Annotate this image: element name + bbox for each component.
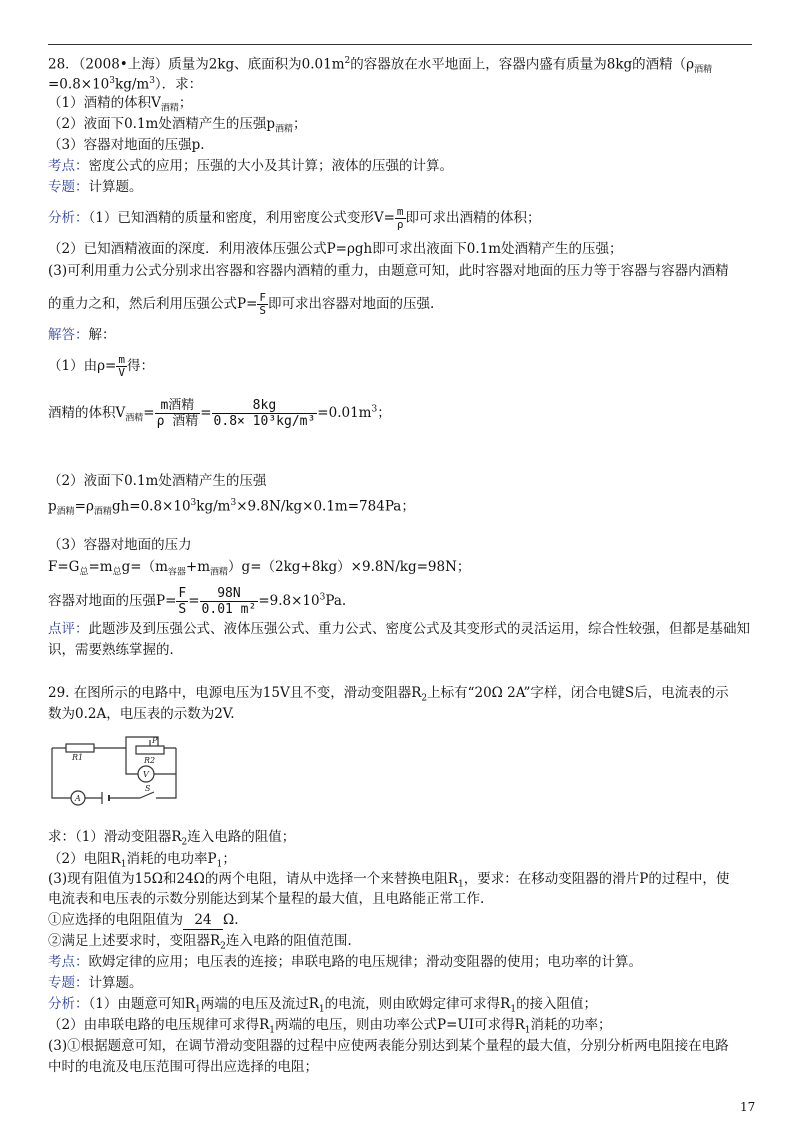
- q29-header-line2: 数为0.2A，电压表的示数为2V.: [48, 706, 235, 722]
- q29-kaodian: 考点：欧姆定律的应用；电压表的连接；串联电路的电压规律；滑动变阻器的使用；电功率的计算。: [48, 954, 642, 970]
- answer-blank: 24: [183, 911, 223, 930]
- q29-zhuanti: 专题：计算题。: [48, 975, 143, 991]
- q29-fenxi-3a: (3)①根据题意可知，在调节滑动变阻器的过程中应使两表能分别达到某个量程的最大值，分别分析两电阻接在电路: [48, 1038, 729, 1054]
- q28-item2: （2）液面下0.1m处酒精产生的压强$p_{酒精}$；: [48, 116, 307, 135]
- q28-dianping-1: 点评：此题涉及到压强公式、液体压强公式、重力公式、密度公式及其变形式的灵活运用，综合性较强，但都是基础知: [48, 621, 750, 637]
- q28-sol2-title: （2）液面下0.1m处酒精产生的压强: [48, 473, 267, 489]
- q28-sol2-calc: $p_{酒精}=\rho_{酒精}gh=0.8\times 10^3kg/m^3\times 9.8N/kg\times 0.1m=784Pa$；: [48, 498, 415, 518]
- q28-jieda: 解答：解：: [48, 327, 116, 343]
- label-s: S: [145, 784, 151, 793]
- header-rule: [48, 44, 752, 45]
- q28-sol3-force: $F=G_总=m_总g=(m_{容器}+m_{酒精})g=(2kg+8kg)\times 9.8N/kg=98N$；: [48, 559, 471, 578]
- q28-item1: （1）酒精的体积$V_{酒精}$；: [48, 95, 193, 114]
- q28-item3: （3）容器对地面的压强p.: [48, 137, 205, 153]
- formula-mass-over-density: $\frac{\text{m酒精}}{\text{ρ 酒精}}$: [156, 398, 199, 429]
- circuit-diagram: [48, 734, 182, 808]
- q29-ask3b: 电流表和电压表的示数分别能达到某个量程的最大值，且电路能正常工作.: [48, 891, 485, 907]
- q28-sol3-pressure: 容器对地面的压强P= $\frac{F}{S}$ = $\frac{98N}{\text{0.01 m²}}$ $=9.8\times 10^3Pa$.: [48, 586, 347, 617]
- q29-fenxi-3b: 中时的电流及电压范围可得出应选择的电阻；: [48, 1059, 318, 1075]
- q29-ask3-range: ②满足上述要求时，变阻器$R_2$连入电路的阻值范围.: [48, 933, 352, 952]
- rheostat-r2: [136, 746, 164, 754]
- q28-fenxi-3b: 的重力之和，然后利用压强公式P= $\frac{F}{S}$ 即可求出容器对地面的压强.: [48, 291, 435, 317]
- q28-sol1-intro: （1）由ρ= $\frac{m}{V}$ 得：: [48, 353, 154, 379]
- q28-zhuanti: 专题：计算题。: [48, 179, 143, 195]
- q29-ask2: （2）电阻$R_1$消耗的电功率$P_1$；: [48, 851, 236, 870]
- q28-kaodian: 考点：密度公式的应用；压强的大小及其计算；液体的压强的计算。: [48, 158, 453, 174]
- label-a: A: [75, 794, 81, 803]
- q29-ask1: 求：（1）滑动变阻器$R_2$连入电路的阻值；: [48, 829, 296, 848]
- formula-pressure-values: $\frac{98N}{\text{0.01 m²}}$: [201, 586, 257, 617]
- q28-fenxi-1: 分析：（1）已知酒精的质量和密度，利用密度公式变形V= $\frac{m}{\rho}$ 即可求出酒精的体积；: [48, 205, 541, 231]
- formula-m-over-v: $\frac{m}{V}$: [118, 353, 125, 379]
- q28-header-line2: $=0.8\times 10^3kg/m^3$）．求：: [48, 76, 203, 93]
- label-p: P: [152, 736, 158, 745]
- formula-volume-values: $\frac{8kg}{\text{0.8× 10³kg/m³}}$: [213, 398, 316, 429]
- label-v: V: [143, 770, 149, 779]
- q28-sol3-title: （3）容器对地面的压力: [48, 537, 192, 553]
- q29-ask3a: (3)现有阻值为15Ω和24Ω的两个电阻，请从中选择一个来替换电阻$R_1$，要求：在移动变阻器的滑片P的过程中，使: [48, 871, 730, 890]
- label-r2: R2: [144, 756, 156, 765]
- q28-header-line1: 28．（2008•上海）质量为2kg、底面积为$0.01m^2$的容器放在水平地面上，容器内盛有质量为8kg的酒精（$\rho_{酒精}$: [48, 56, 713, 76]
- q28-fenxi-2: （2）已知酒精液面的深度．利用液体压强公式P=ρgh即可求出液面下0.1m处酒精产生的压强；: [48, 241, 623, 257]
- q29-fenxi-2: （2）由串联电路的电压规律可求得$R_1$两端的电压，则由功率公式P=UI可求得$R_1$消耗的功率；: [48, 1017, 612, 1036]
- formula-f-over-s: $\frac{F}{S}$: [259, 291, 267, 317]
- q29-header-line1: 29. 在图所示的电路中，电源电压为15V且不变，滑动变阻器$R_2$上标有“20Ω 2A”字样，闭合电键S后，电流表的示: [48, 685, 729, 704]
- resistor-r1: [66, 744, 94, 752]
- q28-sol1-calc: 酒精的体积$V_{酒精}=$ $\frac{\text{m酒精}}{\text{ρ 酒精}}$ = $\frac{8kg}{\text{0.8× 10³kg/m³}}$ $=0.01m^3$；: [48, 398, 391, 429]
- formula-pressure-fs: $\frac{F}{S}$: [178, 586, 187, 617]
- q28-fenxi-3a: (3)可利用重力公式分别求出容器和容器内酒精的重力，由题意可知，此时容器对地面的压力等于容器与容器内酒精: [48, 263, 729, 279]
- label-r1: R1: [72, 753, 84, 762]
- formula-m-over-rho: $\frac{m}{\rho}$: [396, 205, 404, 231]
- q28-dianping-2: 识，需要熟练掌握的．: [48, 642, 183, 658]
- page-number: 17: [740, 1100, 756, 1114]
- q29-ask3-choice: ①应选择的电阻阻值为 24 Ω.: [48, 912, 239, 928]
- q29-fenxi-1: 分析：（1）由题意可知$R_1$两端的电压及流过$R_1$的电流，则由欧姆定律可求得$R_1$的接入阻值；: [48, 996, 598, 1015]
